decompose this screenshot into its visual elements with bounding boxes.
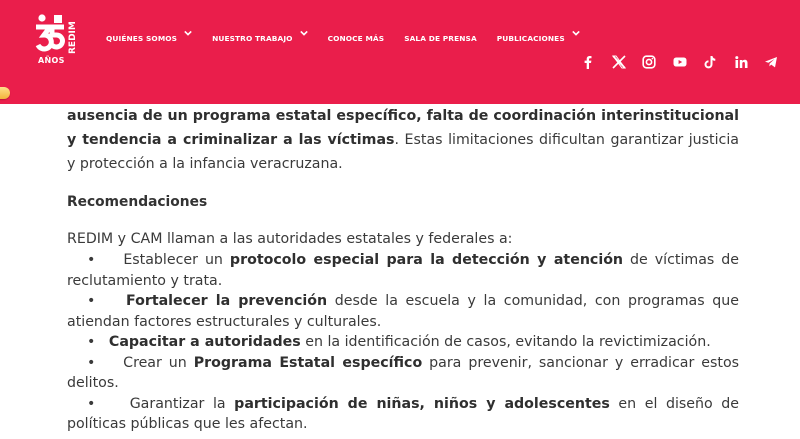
list-item: [67, 394, 739, 435]
linkedin-icon: [734, 55, 748, 69]
recommendations-list: [67, 250, 739, 435]
nav-conoce-mas[interactable]: [328, 34, 385, 43]
bold-text: protocolo especial para la detección y atención: [229, 252, 624, 268]
bold-text: Capacitar a autoridades: [108, 334, 301, 350]
paragraph-limitations: [67, 104, 739, 176]
nav-label: SALA DE PRENSA: [404, 34, 477, 43]
x-link[interactable]: [611, 54, 627, 70]
x-icon: [612, 55, 626, 69]
facebook-link[interactable]: [580, 54, 596, 70]
facebook-icon: [581, 55, 595, 69]
nav-nuestro-trabajo[interactable]: [212, 34, 307, 43]
tiktok-link[interactable]: [702, 54, 718, 70]
nav-label: CONOCE MÁS: [327, 34, 385, 43]
telegram-icon: [764, 55, 778, 69]
nav-label: PUBLICACIONES: [496, 34, 565, 43]
bullet: •: [87, 293, 96, 309]
chevron-down-icon: [572, 29, 580, 37]
bullet: •: [87, 252, 96, 268]
logo-anos-label: AÑOS: [38, 56, 65, 65]
text: Garantizar la: [129, 395, 235, 412]
nav-label: QUIÉNES SOMOS: [106, 34, 178, 43]
text: en el diseño de políticas públicas que les afectan.: [67, 395, 740, 432]
linkedin-link[interactable]: [733, 54, 749, 70]
chevron-down-icon: [300, 29, 308, 37]
text: desde la escuela y la comunidad, con programas que atiendan factores estructurales y culturales.: [67, 293, 740, 330]
text: Crear un: [123, 354, 194, 371]
text: para prevenir, sancionar y erradicar estos delitos.: [67, 354, 740, 391]
site-header: [0, 0, 800, 104]
instagram-link[interactable]: [641, 54, 657, 70]
text: de víctimas de reclutamiento y trata.: [67, 252, 740, 289]
social-links: [580, 54, 794, 70]
youtube-icon: [673, 55, 687, 69]
nav-label: NUESTRO TRABAJO: [212, 34, 293, 43]
recommendations-intro: REDIM y CAM llaman a las autoridades estatales y federales a:: [67, 231, 513, 247]
bold-text: participación de niñas, niños y adolescentes: [234, 395, 610, 412]
instagram-icon: [642, 55, 656, 69]
list-item: [67, 291, 739, 332]
text: en la identificación de casos, evitando la revictimización.: [300, 334, 711, 350]
article-body: [67, 104, 739, 435]
list-item: [67, 332, 739, 353]
logo-mark-icon: [34, 14, 84, 60]
bold-text: Fortalecer la prevención: [125, 293, 328, 309]
telegram-link[interactable]: [763, 54, 779, 70]
tiktok-icon: [703, 55, 717, 69]
nav-publicaciones[interactable]: [497, 34, 580, 43]
bullet: •: [87, 334, 96, 350]
bold-text: ausencia de un programa estatal específico, falta de coordinación interinstitucional y tendencia a criminalizar a las víctimas: [67, 108, 739, 148]
bold-text: Programa Estatal específico: [193, 354, 423, 371]
bullet: •: [87, 395, 96, 412]
text: Establecer un: [123, 252, 230, 268]
bullet: •: [87, 354, 96, 371]
nav-sala-de-prensa[interactable]: [404, 34, 477, 43]
list-item: [67, 353, 739, 394]
text: . Estas limitaciones dificultan garantizar justicia y protección a la infancia veracruzana.: [67, 132, 739, 172]
svg-text:REDIM: REDIM: [68, 21, 78, 54]
main-nav: [106, 34, 600, 43]
list-item: [67, 250, 739, 291]
youtube-link[interactable]: [672, 54, 688, 70]
chevron-down-icon: [184, 29, 192, 37]
section-heading: Recomendaciones: [67, 194, 208, 210]
nav-quienes-somos[interactable]: [106, 34, 192, 43]
